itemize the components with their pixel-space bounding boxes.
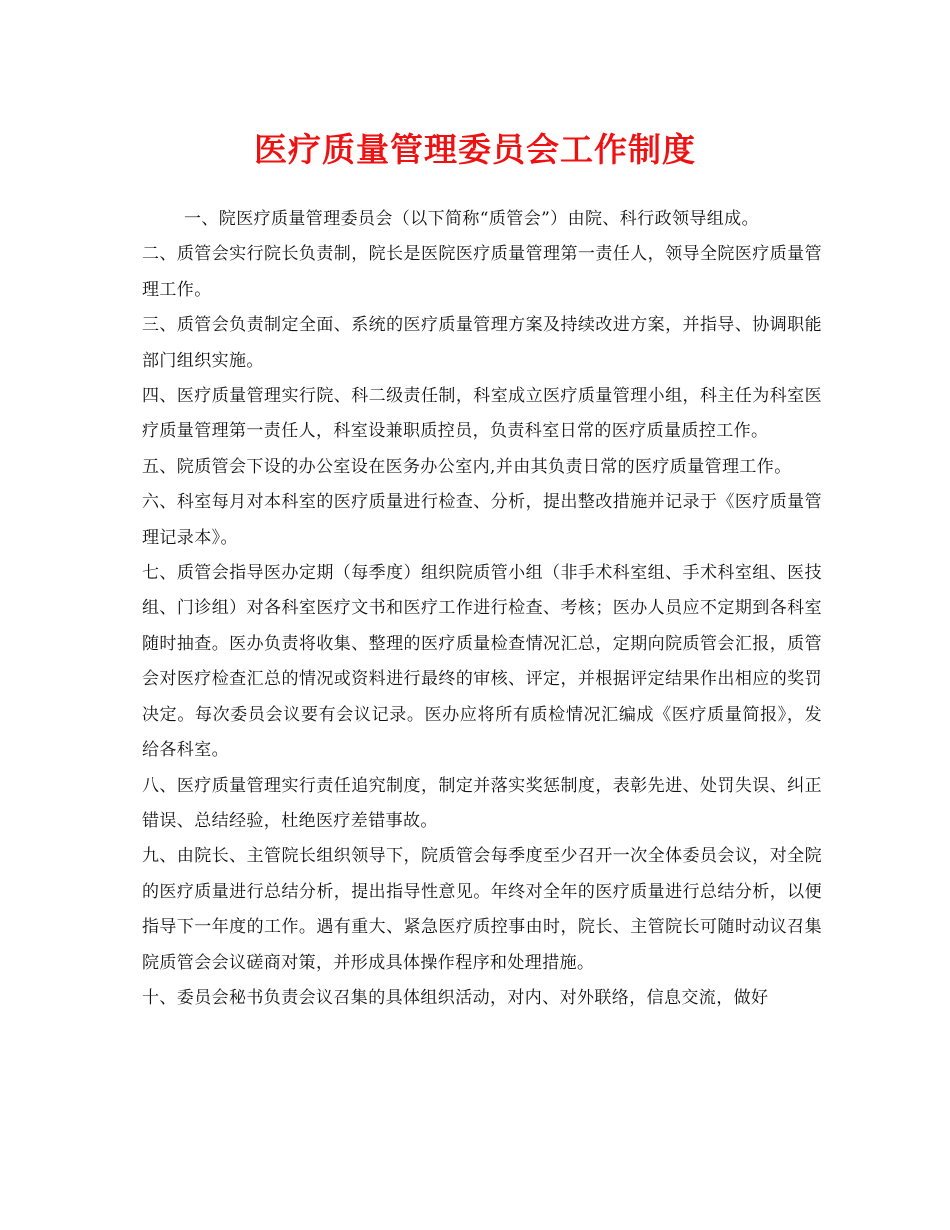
paragraph-1: 一、院医疗质量管理委员会（以下简称“质管会”）由院、科行政领导组成。 — [184, 209, 759, 229]
paragraph-9: 九、由院长、主管院长组织领导下，院质管会每季度至少召开一次全体委员会议，对全院的医疗质量进行总结分析，提出指导性意见。年终对全年的医疗质量进行总结分析，以便指导下一年度的工作。遇有重大、紧急医疗质控事由时，院长、主管院长可随时动议召集院质管会会议磋商对策，并形成具体操作程序和处理措施。 — [142, 846, 822, 973]
paragraph-6: 六、科室每月对本科室的医疗质量进行检查、分析，提出整改措施并记录于《医疗质量管理记录本》。 — [142, 492, 822, 548]
paragraph-5: 五、院质管会下设的办公室设在医务办公室内,并由其负责日常的医疗质量管理工作。 — [142, 456, 792, 477]
document-body — [142, 202, 822, 1016]
paragraph-7: 七、质管会指导医办定期（每季度）组织院质管小组（非手术科室组、手术科室组、医技组、门诊组）对各科室医疗文书和医疗工作进行检查、考核；医办人员应不定期到各科室随时抽查。医办负责将收集、整理的医疗质量检查情况汇总，定期向院质管会汇报，质管会对医疗检查汇总的情况或资料进行最终的审核、评定，并根据评定结果作出相应的奖罚决定。每次委员会议要有会议记录。医办应将所有质检情况汇编成《医疗质量简报》，发给各科室。 — [142, 563, 822, 761]
document-title: 医疗质量管理委员会工作制度 — [254, 130, 696, 169]
paragraph-8: 八、医疗质量管理实行责任追究制度，制定并落实奖惩制度，表彰先进、处罚失误、纠正错误、总结经验，杜绝医疗差错事故。 — [142, 775, 822, 831]
paragraph-2: 二、质管会实行院长负责制，院长是医院医疗质量管理第一责任人，领导全院医疗质量管理工作。 — [142, 244, 822, 300]
paragraph-4: 四、医疗质量管理实行院、科二级责任制，科室成立医疗质量管理小组，科主任为科室医疗质量管理第一责任人，科室设兼职质控员，负责科室日常的医疗质量质控工作。 — [142, 386, 822, 442]
paragraph-10: 十、委员会秘书负责会议召集的具体组织活动，对内、对外联络，信息交流，做好 — [142, 987, 769, 1008]
paragraph-3: 三、质管会负责制定全面、系统的医疗质量管理方案及持续改进方案，并指导、协调职能部门组织实施。 — [142, 315, 822, 371]
